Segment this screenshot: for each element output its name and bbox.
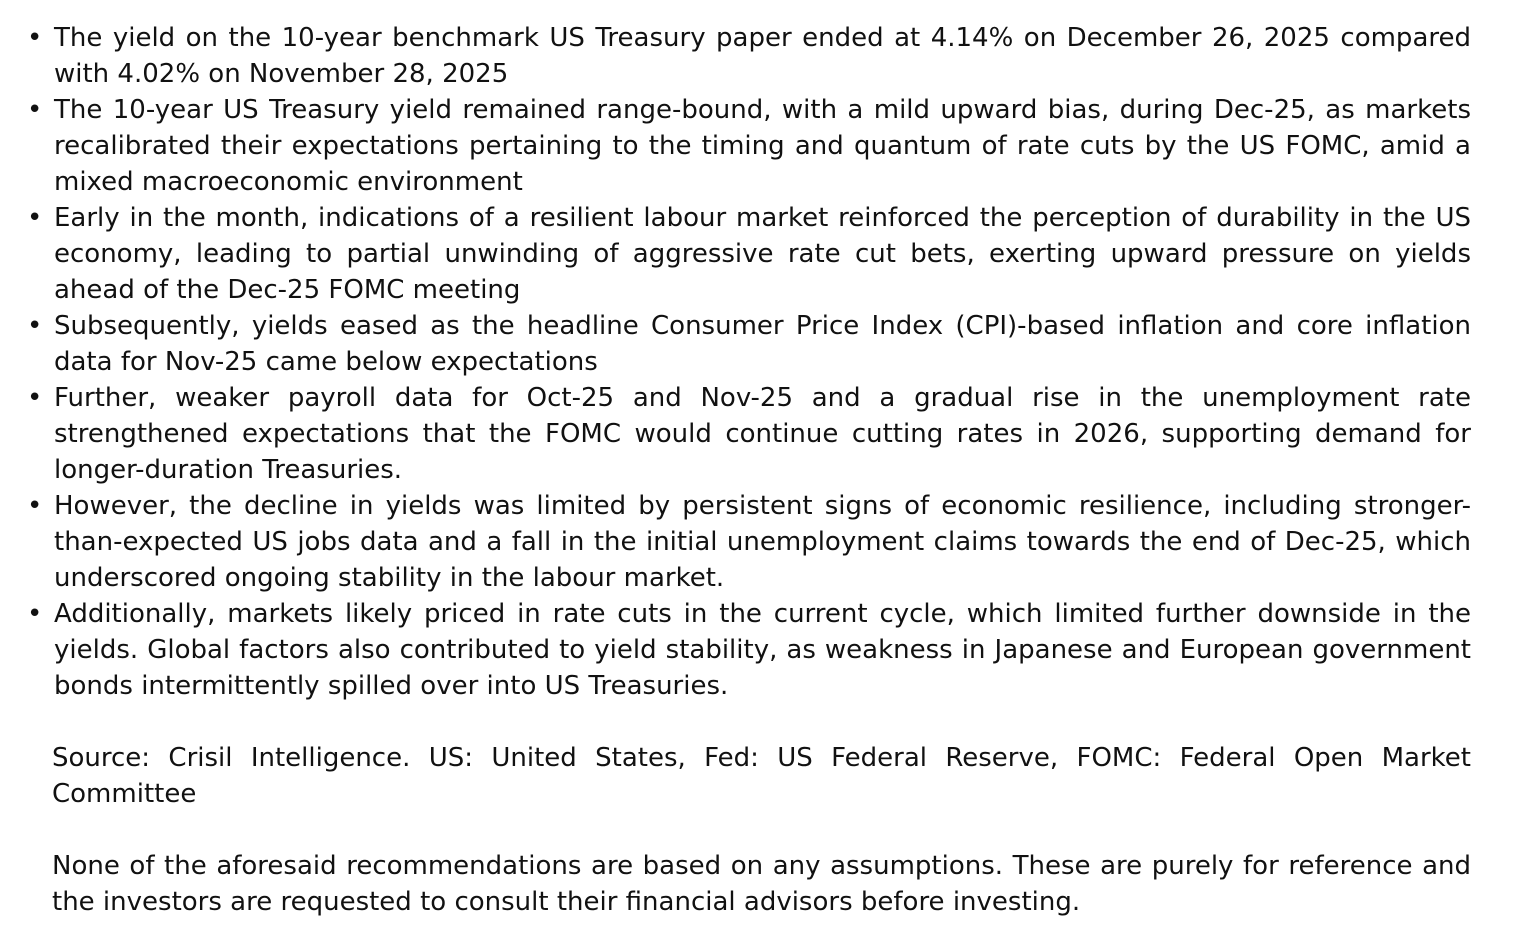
bullet-text: The yield on the 10-year benchmark US Treasury paper ended at 4.14% on December 26, 2025 compared with 4.02% on November 28, 2025 [54,23,1471,89]
bullet-icon: • [27,95,43,125]
bullet-icon: • [27,23,43,53]
bullet-item [24,488,1471,596]
bullet-icon: • [27,599,43,629]
source-note: Source: Crisil Intelligence. US: United States, Fed: US Federal Reserve, FOMC: Federal Open Market Committee [52,743,1471,809]
bullet-item [24,92,1471,200]
bullet-list [24,20,1471,704]
bullet-item [24,20,1471,92]
bullet-text: However, the decline in yields was limited by persistent signs of economic resilience, including stronger-than-expected US jobs data and a fall in the initial unemployment claims towards the end of Dec-25, which underscored ongoing stability in the labour market. [54,491,1471,593]
bullet-icon: • [27,203,43,233]
bullet-icon: • [27,311,43,341]
bullet-text: Additionally, markets likely priced in rate cuts in the current cycle, which limited further downside in the yields. Global factors also contributed to yield stability, as weakness in Japanese and European government bonds intermittently spilled over into US Treasuries. [54,599,1471,701]
bullet-item [24,200,1471,308]
disclaimer: None of the aforesaid recommendations are based on any assumptions. These are purely for reference and the investors are requested to consult their financial advisors before investing. [52,851,1471,917]
bullet-item [24,380,1471,488]
bullet-text: Further, weaker payroll data for Oct-25 and Nov-25 and a gradual rise in the unemployment rate strengthened expectations that the FOMC would continue cutting rates in 2026, supporting demand for longer-duration Treasuries. [54,383,1471,485]
bullet-text: Subsequently, yields eased as the headline Consumer Price Index (CPI)-based inflation and core inflation data for Nov-25 came below expectations [54,311,1471,377]
bullet-item [24,308,1471,380]
bullet-item [24,596,1471,704]
bullet-icon: • [27,491,43,521]
bullet-text: The 10-year US Treasury yield remained range-bound, with a mild upward bias, during Dec-25, as markets recalibrated their expectations pertaining to the timing and quantum of rate cuts by the US FOMC, amid a mixed macroeconomic environment [54,95,1471,197]
bullet-icon: • [27,383,43,413]
bullet-text: Early in the month, indications of a resilient labour market reinforced the perception of durability in the US economy, leading to partial unwinding of aggressive rate cut bets, exerting upward pressure on yields ahead of the Dec-25 FOMC meeting [54,203,1471,305]
